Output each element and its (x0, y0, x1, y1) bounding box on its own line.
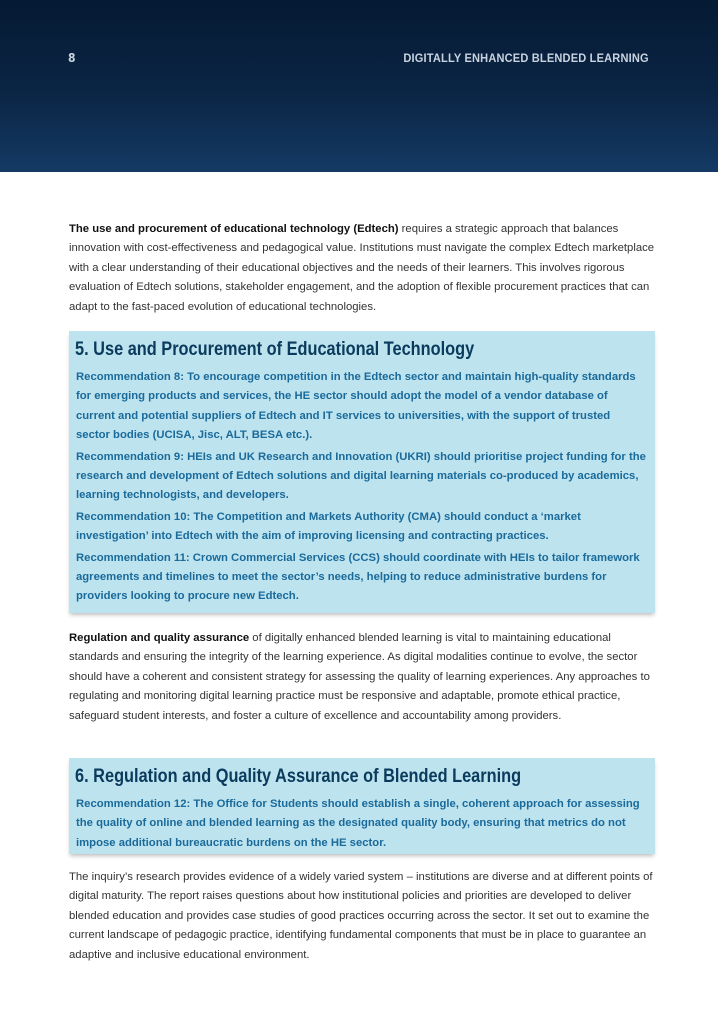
header-band (0, 0, 718, 172)
page-edge (718, 0, 724, 1024)
recommendation-10: Recommendation 10: The Competition and Markets Authority (CMA) should conduct a ‘market investigation’ into Edtech with the aim of improving licensing and contracting practices. (76, 510, 581, 543)
page-number: 8 (68, 51, 76, 65)
closing-paragraph: The inquiry’s research provides evidence of a widely varied system – institutions are diverse and at different points of digital maturity. The report raises questions about how institutional policies and priorities are developed to deliver blended education and provides case studies of good practices occurring across the sector. It set out to examine the current landscape of pedagogic practice, identifying fundamental components that must be in place to guarantee an adaptive and inclusive educational environment. (69, 871, 653, 961)
recommendation-12: Recommendation 12: The Office for Students should establish a single, coherent approach for assessing the quality of online and blended learning as the designated quality body, ensuring that metrics do not impose additional bureaucratic burdens on the HE sector. (76, 798, 640, 849)
recommendation-8: Recommendation 8: To encourage competition in the Edtech sector and maintain high-quality standards for emerging products and services, the HE sector should adopt the model of a vendor database of current and potential suppliers of Edtech and IT services to universities, with the support of trusted sector bodies (UCISA, Jisc, ALT, BESA etc.). (76, 371, 636, 442)
intro-text: requires a strategic approach that balances innovation with cost-effectiveness and pedagogical value. Institutions must navigate the complex Edtech marketplace with a clear understanding of their educational objectives and the needs of their learners. This involves rigorous evaluation of Edtech solutions, stakeholder engagement, and the adoption of flexible procurement practices that can adapt to the fast-paced evolution of educational technologies. (69, 223, 655, 313)
recommendation-box-5 (69, 331, 655, 613)
section-6-title: 6. Regulation and Quality Assurance of Blended Learning (75, 766, 522, 787)
intro-lead: The use and procurement of educational technology (Edtech) (69, 223, 399, 235)
recommendation-11: Recommendation 11: Crown Commercial Services (CCS) should coordinate with HEIs to tailor framework agreements and timelines to meet the sector’s needs, helping to reduce administrative burdens for providers looking to procure new Edtech. (76, 551, 640, 603)
section-5-title: 5. Use and Procurement of Educational Technology (75, 339, 475, 360)
regulation-paragraph (69, 629, 659, 726)
intro-paragraph (69, 220, 659, 317)
recommendation-box-6 (69, 758, 655, 854)
regulation-text: of digitally enhanced blended learning is vital to maintaining educational standards and ensuring the integrity of the learning experience. As digital modalities continue to evolve, the sector should have a coherent and consistent strategy for assessing the quality of learning experiences. Any approaches to regulating and monitoring digital learning practice must be responsive and adaptable, promote ethical practice, safeguard student interests, and foster a culture of excellence and accountability among providers. (69, 632, 650, 722)
running-title: DIGITALLY ENHANCED BLENDED LEARNING (403, 51, 649, 65)
recommendation-9: Recommendation 9: HEIs and UK Research and Innovation (UKRI) should prioritise project funding for the research and development of Edtech solutions and digital learning materials co-produced by academics, learning technologists, and developers. (76, 450, 646, 502)
regulation-lead: Regulation and quality assurance (69, 632, 250, 644)
